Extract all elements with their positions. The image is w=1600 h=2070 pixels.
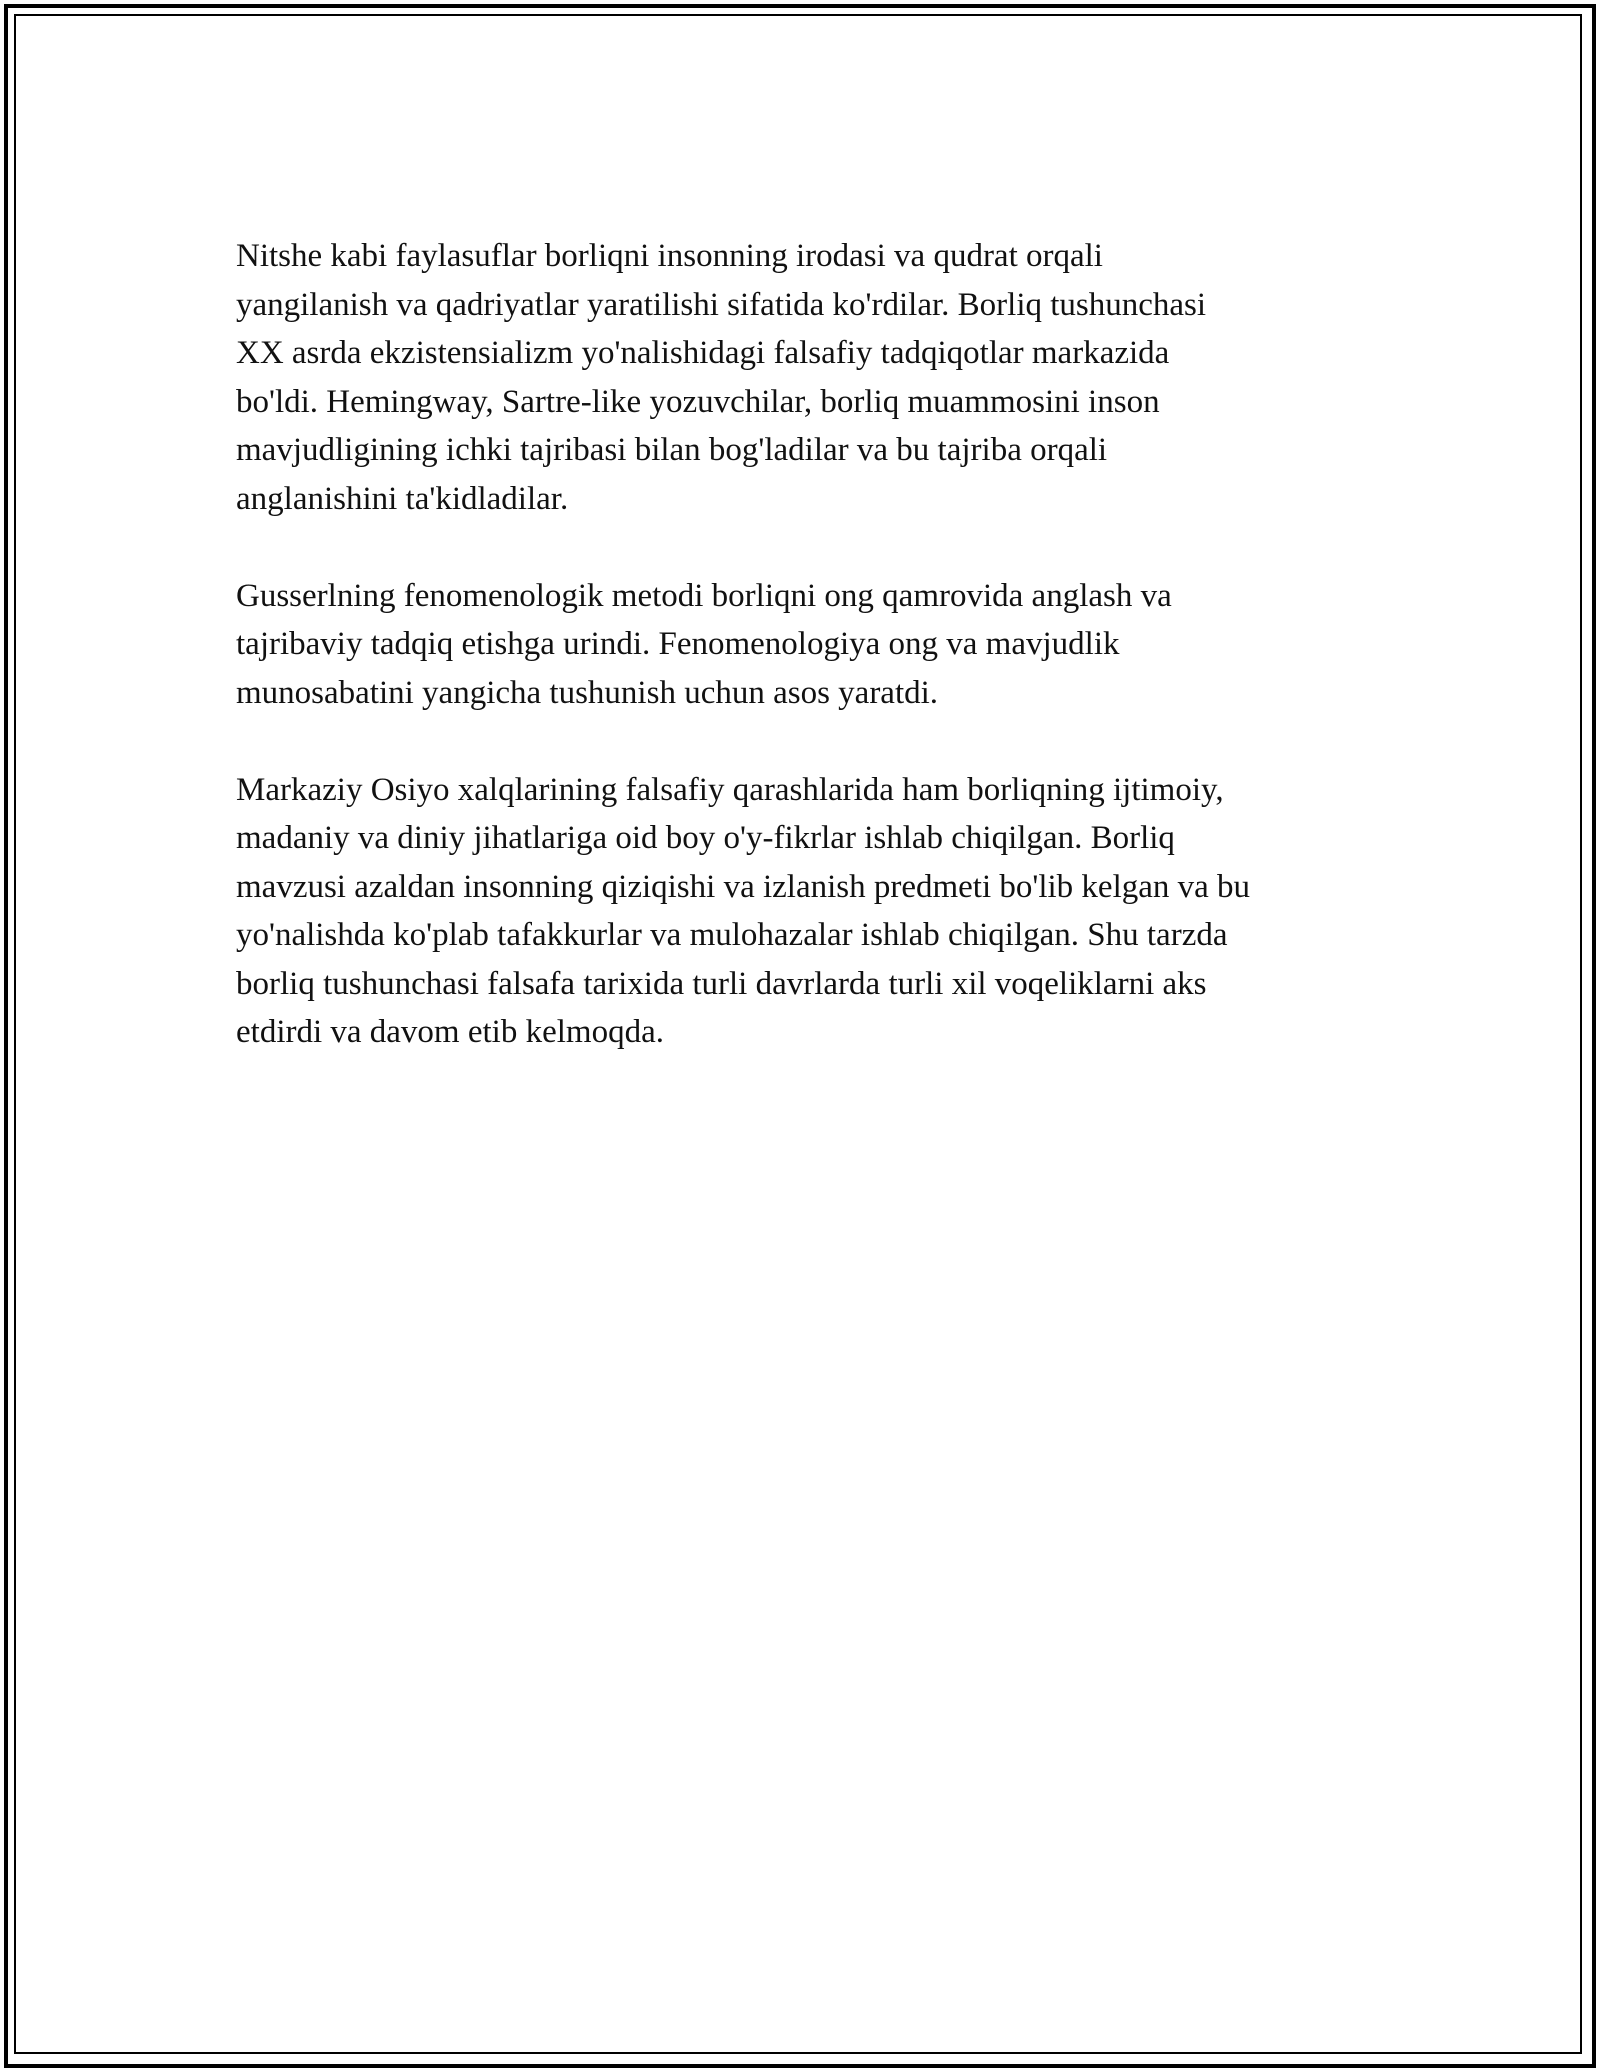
- document-body: [236, 232, 1376, 1105]
- paragraph-husserl-phenomenology: Gusserlning fenomenologik metodi borliqni ong qamrovida anglash va tajribaviy tadqiq etishga urindi. Fenomenologiya ong va mavjudlik munosabatini yangicha tushunish uchun asos yaratdi.: [236, 577, 1172, 711]
- paragraph-nietzsche-existentialism: Nitshe kabi faylasuflar borliqni insonning irodasi va qudrat orqali yangilanish va qadriyatlar yaratilishi sifatida ko'rdilar. Borliq tushunchasi XX asrda ekzistensializm yo'nalishidagi falsafiy tadqiqotlar markazida bo'ldi. Hemingway, Sartre-like yozuvchilar, borliq muammosini inson mavjudligining ichki tajribasi bilan bog'ladilar va bu tajriba orqali anglanishini ta'kidladilar.: [236, 238, 1207, 517]
- paragraph-central-asia-philosophy: Markaziy Osiyo xalqlarining falsafiy qarashlarida ham borliqning ijtimoiy, madaniy va diniy jihatlariga oid boy o'y-fikrlar ishlab chiqilgan. Borliq mavzusi azaldan insonning qiziqishi va izlanish predmeti bo'lib kelgan va bu yo'nalishda ko'plab tafakkurlar va mulohazalar ishlab chiqilgan. Shu tarzda borliq tushunchasi falsafa tarixida turli davrlarda turli xil voqeliklarni aks etdirdi va davom etib kelmoqda.: [236, 771, 1251, 1050]
